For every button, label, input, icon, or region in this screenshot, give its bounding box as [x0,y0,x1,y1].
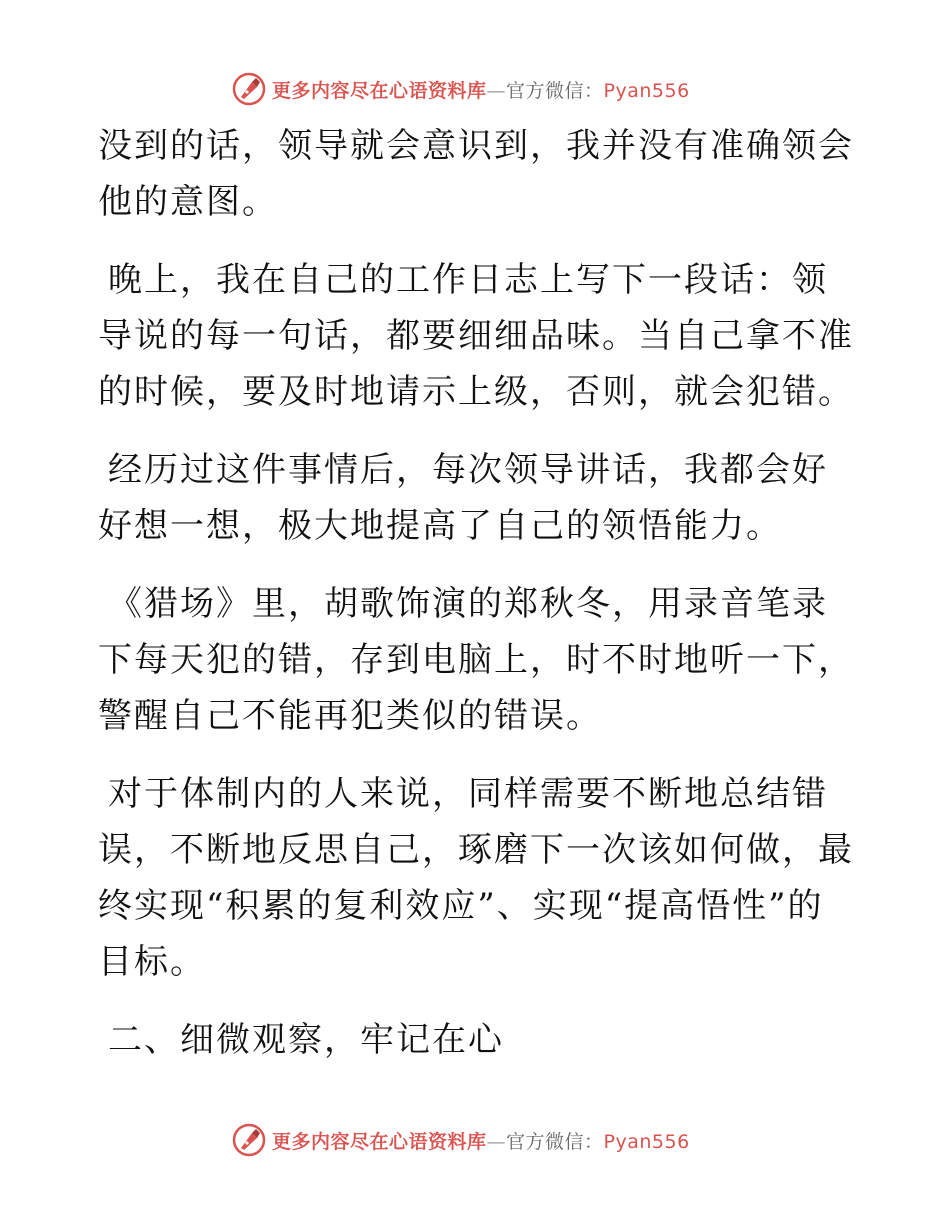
paragraph: 晚上，我在自己的工作日志上写下一段话：领导说的每一句话，都要细细品味。当自己拿不准的时候，要及时地请示上级，否则，就会犯错。 [98,260,854,412]
watermark-wechat-label: 官方微信： [506,1130,604,1153]
watermark-dash: — [486,79,507,102]
paragraph: 没到的话，领导就会意识到，我并没有准确领会他的意图。 [98,126,854,222]
watermark-dash: — [486,1130,507,1153]
section-heading: 二、细微观察，牢记在心 [108,1020,504,1060]
watermark-text [272,76,690,103]
paragraph: 经历过这件事情后，每次领导讲话，我都会好好想一想，极大地提高了自己的领悟能力。 [98,450,828,546]
watermark-wechat-id: Pyan556 [603,79,690,102]
header-watermark [232,72,690,106]
document-body [98,118,858,1090]
watermark-brand: 更多内容尽在心语资料库 [272,1130,487,1153]
paragraph: 对于体制内的人来说，同样需要不断地总结错误，不断地反思自己，琢磨下一次该如何做，最终实现“积累的复利效应”、实现“提高悟性”的目标。 [98,774,854,982]
watermark-text [272,1127,690,1154]
footer-watermark [232,1123,690,1157]
pen-nib-icon [232,72,266,106]
paragraph: 《猎场》里，胡歌饰演的郑秋冬，用录音笔录下每天犯的错，存到电脑上，时不时地听一下，警醒自己不能再犯类似的错误。 [98,584,854,736]
watermark-wechat-label: 官方微信： [506,79,604,102]
watermark-wechat-id: Pyan556 [603,1130,690,1153]
watermark-brand: 更多内容尽在心语资料库 [272,79,487,102]
pen-nib-icon [232,1123,266,1157]
